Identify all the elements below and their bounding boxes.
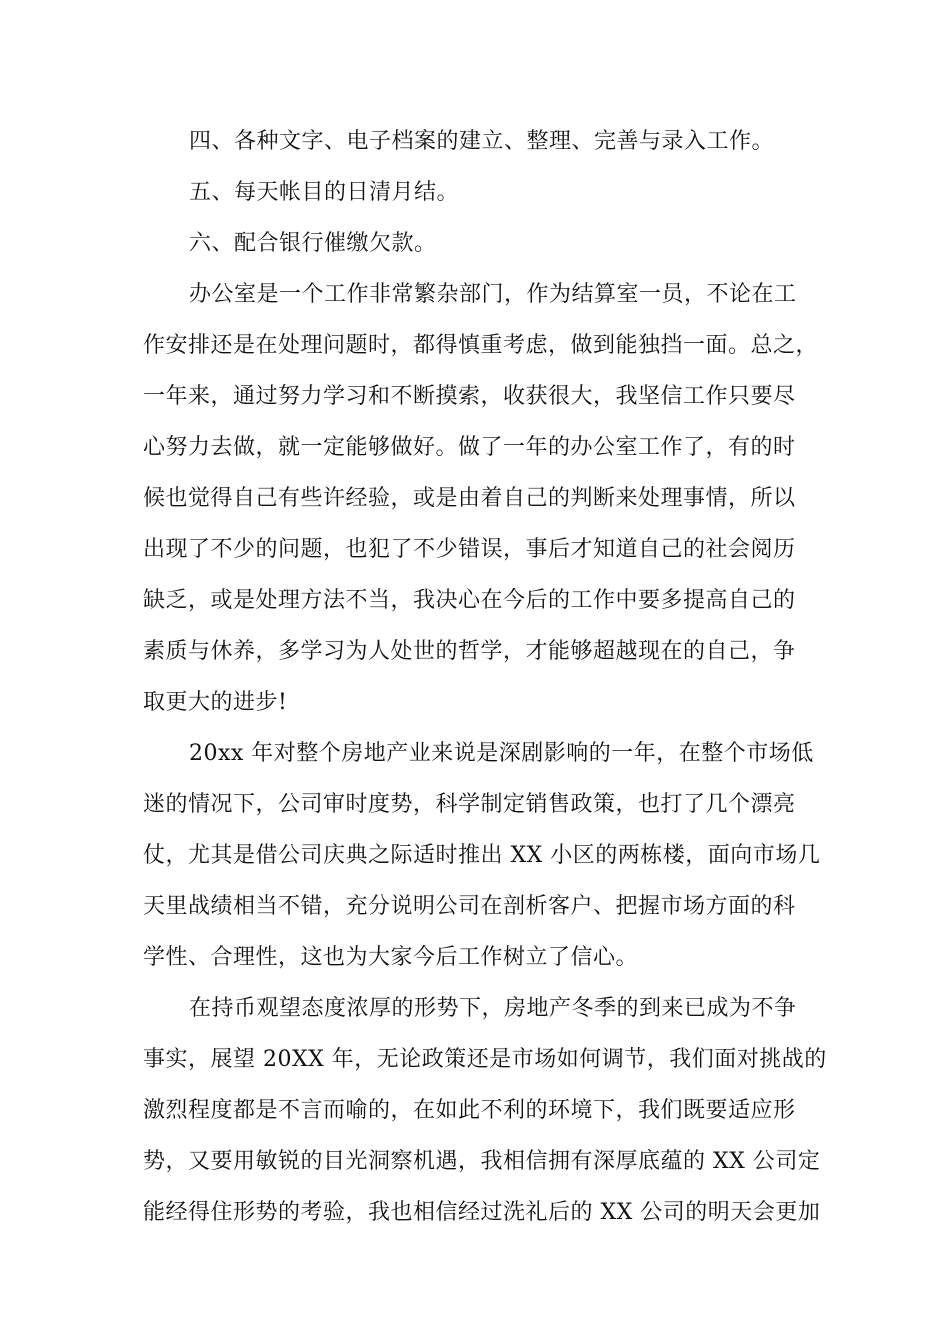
- text-line: 作安排还是在处理问题时，都得慎重考虑，做到能独挡一面。总之，: [143, 333, 819, 358]
- text-line: 五、每天帐目的日清月结。: [189, 180, 460, 205]
- text-line: 候也觉得自己有些许经验，或是由着自己的判断来处理事情，所以: [143, 486, 796, 511]
- text-line: 迷的情况下，公司审时度势，科学制定销售政策，也打了几个漂亮: [143, 792, 796, 817]
- text-line: 出现了不少的问题，也犯了不少错误，事后才知道自己的社会阅历: [143, 537, 796, 562]
- text-line: 事实，展望 20XX 年，无论政策还是市场如何调节，我们面对挑战的: [143, 1047, 827, 1072]
- paragraph-first-line: 20xx 年对整个房地产业来说是深剧影响的一年，在整个市场低: [189, 741, 814, 766]
- text-line: 素质与休养，多学习为人处世的哲学，才能够超越现在的自己，争: [143, 639, 796, 664]
- text-line: 仗，尤其是借公司庆典之际适时推出 XX 小区的两栋楼，面向市场几: [143, 843, 821, 868]
- text-line: 能经得住形势的考验，我也相信经过洗礼后的 XX 公司的明天会更加: [143, 1200, 821, 1225]
- text-line: 四、各种文字、电子档案的建立、整理、完善与录入工作。: [189, 129, 775, 154]
- text-line: 一年来，通过努力学习和不断摸索，收获很大，我坚信工作只要尽: [143, 384, 796, 409]
- text-line: 天里战绩相当不错，充分说明公司在剖析客户、把握市场方面的科: [143, 894, 796, 919]
- text-line: 缺乏，或是处理方法不当，我决心在今后的工作中要多提高自己的: [143, 588, 796, 613]
- text-line: 激烈程度都是不言而喻的，在如此不利的环境下，我们既要适应形: [143, 1098, 796, 1123]
- paragraph-first-line: 办公室是一个工作非常繁杂部门，作为结算室一员，不论在工: [189, 282, 797, 307]
- paragraph-first-line: 在持币观望态度浓厚的形势下，房地产冬季的到来已成为不争: [189, 996, 797, 1021]
- text-line: 心努力去做，就一定能够做好。做了一年的办公室工作了，有的时: [143, 435, 796, 460]
- text-line: 势，又要用敏锐的目光洞察机遇，我相信拥有深厚底蕴的 XX 公司定: [143, 1149, 821, 1174]
- document-body: [143, 116, 827, 1238]
- text-line: 取更大的进步!: [143, 690, 288, 715]
- text-line: 学性、合理性，这也为大家今后工作树立了信心。: [143, 945, 639, 970]
- text-line: 六、配合银行催缴欠款。: [189, 231, 437, 256]
